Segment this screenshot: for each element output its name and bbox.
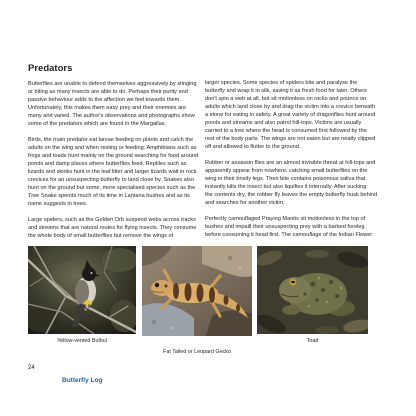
text-line: bushes and impaill their unsuspecting prey with a barbed foreleg [205, 224, 365, 230]
text-line: hunt on the ground but some, more specialised species such as the [28, 185, 196, 191]
paragraph [205, 159, 389, 207]
text-line: ponds and streams and also patrol hill-tops. Victims are usually [205, 120, 362, 126]
text-line: frogs and toads hunt mainly on the ground searching for food around [28, 153, 199, 159]
text-line: or biting as many insects are able to do. Perhaps their purity and [28, 89, 188, 95]
text-line: many and varied. The author's observations and photographs show [28, 113, 195, 119]
text-line: the whole body of small butterflies but remove the wings of [28, 233, 174, 239]
toad-image [257, 246, 368, 334]
text-column-right [205, 79, 389, 247]
text-line: and searches for another victim. [205, 200, 285, 206]
paragraph [205, 215, 389, 239]
text-line: lizards and skinks hunt in the leaf litter and larger lizards wait in rock [28, 169, 197, 175]
text-line: crevices for an unsuspecting butterfly to land close by. Snakes also [28, 177, 194, 183]
photo-caption: Fat Tailed or Leopard Gecko [163, 349, 231, 355]
text-line: wing in their bristly legs. Their bite contains poisonous saliva that [205, 176, 366, 182]
text-line: Unfortunately, this makes them easy prey and their enemies are [28, 105, 187, 111]
text-line: a stone for eating in safety. A great variety of dragonflies hunt around [205, 112, 376, 118]
photo-caption: Yellow-vented Bulbul [57, 338, 107, 344]
text-line: apparently appear from nowhere, catching small butterflies on the [205, 168, 368, 174]
page-number: 24 [28, 365, 35, 371]
text-line: Butterflies are unable to defend themselves aggressively by stinging [28, 81, 197, 87]
text-line: Perfectly camouflaged Praying Mantis sit motionless in the top of [205, 216, 366, 222]
text-line: butterfly and wrap it in silk, saving it as fresh food for later. Others [205, 88, 367, 94]
text-line: the contents dry, the robber fly leaves the empty butterfly husk behind [205, 192, 378, 198]
text-line: adults which land close by and drag the victim into a crevice beneath [205, 104, 376, 110]
paragraph [205, 79, 389, 151]
text-line: before consuming it head first. The camouflage of the Indian Flower [205, 232, 373, 238]
text-line: larger species. Some species of spiders bite and paralyse the [205, 80, 358, 86]
photo-caption: Toad [306, 338, 319, 344]
text-line: name suggests in trees. [28, 201, 88, 207]
gecko-image [142, 246, 252, 336]
text-line: carried to a tree where the head is consumed first followed by the [205, 128, 367, 134]
gecko-photo [142, 246, 252, 336]
text-column-left [28, 80, 200, 248]
text-line: instantly kills the insect but also liquifies it internally. After sucking [205, 184, 367, 190]
text-line: Birds, the main predator eat larvae feeding on plants and catch the [28, 137, 194, 143]
toad-photo [257, 246, 368, 334]
text-line: and streams that are natural routes for flying insects. They consume [28, 225, 197, 231]
text-line: Large spiders, such as the Golden Orb suspend webs across tracks [28, 217, 196, 223]
text-line: rest of the body parts. The wings are not eaten but are neatly clipped [205, 136, 376, 142]
text-line: some of the predators which are found in the Margallas. [28, 121, 167, 127]
text-line: don't spin a web at all, but sit motionless on rocks and pounce on [205, 96, 367, 102]
text-line: off and allowed to flutter to the ground. [205, 144, 301, 150]
paragraph [28, 216, 200, 240]
text-line: adults on the wing and when resting or feeding. Amphibians such as [28, 145, 197, 151]
paragraph [28, 80, 200, 128]
text-line: Robber or assassin flies are an almost invisible threat at hill-tops and [205, 160, 376, 166]
bulbul-image [28, 246, 136, 334]
paragraph [28, 136, 200, 208]
text-line: passive behaviour adds to the affection we feel towards them. [28, 97, 181, 103]
bulbul-photo [28, 246, 136, 334]
section-title: Predators [28, 63, 73, 74]
text-line: Tree Snake spends much of its time in Lantana bushes and as its [28, 193, 190, 199]
running-title: Butterfly Log [62, 377, 103, 384]
text-line: ponds and damp places where butterflies feed. Reptiles such as [28, 161, 187, 167]
